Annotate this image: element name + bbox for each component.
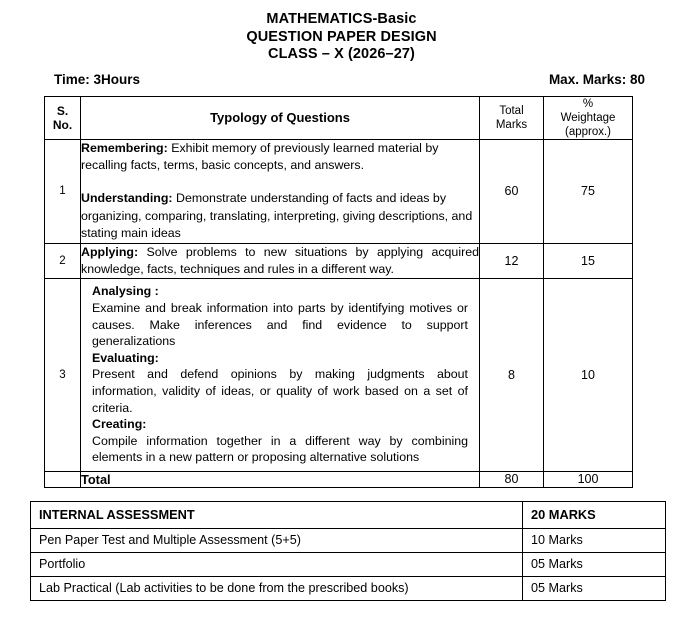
- typology-text: Solve problems to new situations by applying acquired knowledge, facts, techniques and rules in a different way.: [81, 244, 479, 276]
- typology-paragraph: [92, 366, 468, 416]
- heading-line-class: CLASS – X (2026–27): [268, 46, 415, 62]
- internal-assessment-header-row: [31, 501, 666, 528]
- cell-typology: [81, 243, 480, 279]
- cell-total-marks: 60: [480, 139, 544, 243]
- table-body: [45, 139, 633, 487]
- typology-label: Evaluating:: [92, 350, 159, 365]
- cell-serial-number: 2: [45, 243, 81, 279]
- column-header-serial-number: [45, 96, 81, 139]
- typology-label: Remembering:: [81, 140, 168, 155]
- internal-assessment-item-name: Pen Paper Test and Multiple Assessment (5+5): [31, 528, 523, 552]
- column-header-total-marks-line2: Marks: [495, 118, 528, 131]
- cell-typology: [81, 279, 480, 472]
- typology-text: Demonstrate understanding of facts and ideas by organizing, comparing, translating, interpreting, giving descriptions, and stating main ideas: [81, 191, 473, 241]
- table-row: [45, 139, 633, 243]
- typology-paragraph: [92, 283, 468, 300]
- document-heading: [0, 0, 683, 64]
- cell-weightage: 15: [544, 243, 633, 279]
- internal-assessment-table: [30, 501, 666, 601]
- table-total-row: [45, 471, 633, 487]
- cell-serial-number-empty: [45, 471, 81, 487]
- typology-paragraph: [81, 244, 479, 279]
- typology-paragraph: [92, 416, 468, 433]
- cell-total-label: Total: [81, 471, 480, 487]
- typology-paragraph: [81, 190, 479, 242]
- cell-total-marks: 12: [480, 243, 544, 279]
- typology-text: Exhibit memory of previously learned material by recalling facts, terms, basic concepts, and answers.: [81, 140, 439, 172]
- column-header-typology: Typology of Questions: [81, 96, 480, 139]
- exam-duration: Time: 3Hours: [54, 71, 141, 87]
- typology-text: Examine and break information into parts by identifying motives or causes. Make inferences and find evidence to support generalizations: [92, 300, 468, 349]
- table-row: [45, 243, 633, 279]
- internal-assessment-item-name: Portfolio: [31, 552, 523, 576]
- cell-serial-number: 1: [45, 139, 81, 243]
- typology-text: Present and defend opinions by making judgments about information, validity of ideas, or quality of work based on a set of criteria.: [92, 367, 468, 415]
- typology-paragraph: [92, 350, 468, 367]
- cell-weightage: 100: [544, 471, 633, 487]
- column-header-serial-line2: No.: [52, 117, 73, 132]
- cell-total-marks: 8: [480, 279, 544, 472]
- typology-paragraph: [92, 433, 468, 466]
- column-header-weightage: [544, 96, 633, 139]
- cell-total-marks: 80: [480, 471, 544, 487]
- internal-assessment-table-wrapper: [0, 501, 683, 601]
- internal-assessment-total-marks: 20 MARKS: [523, 501, 666, 528]
- table-header-row: [45, 96, 633, 139]
- exam-meta-row: [0, 72, 683, 87]
- table-row: [31, 552, 666, 576]
- internal-assessment-item-marks: 10 Marks: [523, 528, 666, 552]
- typology-paragraph: [92, 300, 468, 350]
- column-header-total-marks-line1: Total: [499, 104, 524, 117]
- typology-label: Analysing :: [92, 284, 159, 299]
- internal-assessment-title: INTERNAL ASSESSMENT: [31, 501, 523, 528]
- question-paper-design-table: [44, 96, 633, 488]
- heading-line-subject: MATHEMATICS-Basic: [266, 11, 417, 27]
- column-header-weightage-line2: Weightage: [560, 111, 616, 124]
- cell-weightage: 75: [544, 139, 633, 243]
- internal-assessment-item-marks: 05 Marks: [523, 552, 666, 576]
- column-header-total-marks: [480, 96, 544, 139]
- internal-assessment-item-marks: 05 Marks: [523, 576, 666, 600]
- column-header-serial-line1: S.: [56, 103, 69, 118]
- typology-text: Compile information together in a different way by combining elements in a new pattern or proposing alternative solutions: [92, 433, 468, 465]
- cell-typology: [81, 139, 480, 243]
- column-header-weightage-line1: %: [582, 97, 594, 110]
- cell-weightage: 10: [544, 279, 633, 472]
- typology-label: Creating:: [92, 417, 147, 432]
- typology-label: Applying:: [81, 244, 139, 259]
- question-paper-design-table-wrapper: [0, 96, 683, 488]
- table-row: [31, 576, 666, 600]
- table-header: [45, 96, 633, 139]
- column-header-weightage-line3: (approx.): [564, 125, 612, 138]
- typology-label: Understanding:: [81, 191, 173, 206]
- heading-line-title: QUESTION PAPER DESIGN: [246, 28, 437, 45]
- typology-paragraph: [81, 140, 479, 175]
- exam-max-marks: Max. Marks: 80: [548, 71, 645, 87]
- table-row: [45, 279, 633, 472]
- cell-serial-number: 3: [45, 279, 81, 472]
- table-row: [31, 528, 666, 552]
- internal-assessment-item-name: Lab Practical (Lab activities to be done from the prescribed books): [31, 576, 523, 600]
